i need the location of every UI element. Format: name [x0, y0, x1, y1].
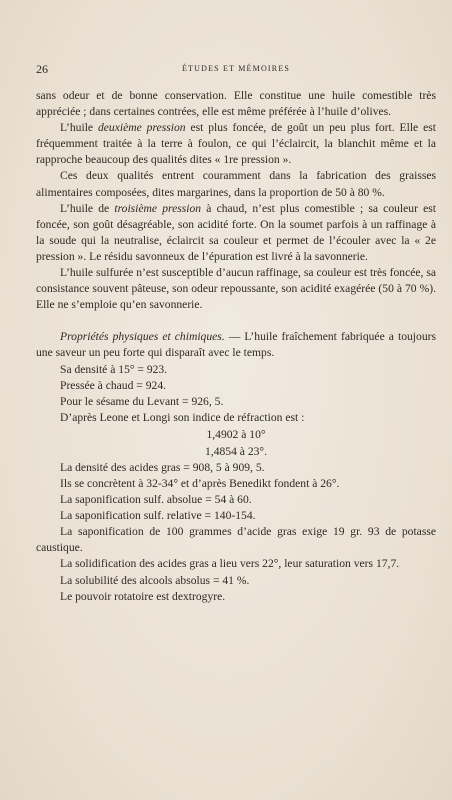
text-run: L’huile	[60, 121, 98, 135]
property-line: La saponification sulf. relative = 140-154.	[60, 509, 256, 523]
refraction-formula	[36, 426, 436, 460]
formula-line: 1,4902 à 10°	[206, 427, 266, 441]
paragraph	[36, 120, 436, 168]
page-body	[36, 88, 436, 605]
property-line: Le pouvoir rotatoire est dextrogyre.	[60, 589, 226, 603]
property-line: Pressée à chaud = 924.	[60, 378, 167, 392]
page-header	[36, 62, 436, 76]
italic-term: troisième pression	[114, 201, 202, 215]
property-line: La densité des acides gras = 908, 5 à 909, 5.	[60, 460, 265, 474]
text-run: est plus foncée, de goût un peu plus fort. Elle est fréquemment traitée à la terre à foulon, ce qui l’éclaircit, la blanchit même et la rapproche beaucoup des qualités dites « 1re pression ».	[36, 121, 436, 167]
property-line: Ils se concrètent à 32-34° et d’après Benedikt fondent à 26°.	[60, 476, 340, 490]
section-gap	[36, 313, 436, 329]
property-line: Pour le sésame du Levant = 926, 5.	[60, 394, 224, 408]
property-line: La solidification des acides gras a lieu vers 22°, leur saturation vers 17,7.	[60, 557, 400, 571]
text-run: L’huile de	[60, 201, 115, 215]
paragraph	[36, 201, 436, 265]
property-line: La solubilité des alcools absolus = 41 %.	[60, 573, 250, 587]
text-run: à chaud, n’est plus comestible ; sa couleur est foncée, son goût désagréable, son acidité forte. On la soumet parfois à un raffinage à la soude qui la neutralise, éclaircit sa couleur et permet de l’écouler avec la « 2e pression ». Le résidu savonneux de l’épuration est livré à la savonnerie.	[36, 201, 436, 263]
section-heading: Propriétés physiques et chimiques.	[60, 330, 225, 344]
property-line: D’après Leone et Longi son indice de réfraction est :	[60, 410, 305, 424]
property-line: La saponification de 100 grammes d’acide gras exige 19 gr. 93 de potasse caustique.	[36, 525, 436, 555]
property-line: Sa densité à 15° = 923.	[60, 362, 168, 376]
running-head: ÉTUDES ET MÉMOIRES	[181, 64, 291, 73]
paragraph: L’huile sulfurée n’est susceptible d’aucun raffinage, sa couleur est très foncée, sa consistance souvent pâteuse, son odeur repoussante, son acidité exagérée (50 à 70 %). Elle ne s’emploie qu’en savonnerie.	[36, 266, 436, 312]
paragraph: sans odeur et de bonne conservation. Elle constitue une huile comestible très appréciée ; dans certaines contrées, elle est même préférée à l’huile d’olives.	[36, 89, 436, 119]
paragraph: Ces deux qualités entrent couramment dans la fabrication des graisses alimentaires composées, dites margarines, dans la proportion de 50 à 80 %.	[36, 169, 436, 199]
section-heading-paragraph	[36, 329, 436, 361]
italic-term: deuxième pression	[97, 121, 186, 135]
formula-line: 1,4854 à 23°.	[205, 444, 267, 458]
page-number: 26	[36, 62, 48, 76]
property-line: La saponification sulf. absolue = 54 à 60.	[60, 493, 252, 507]
text-run: — L’huile fraîchement fabriquée a toujours une saveur un peu forte qui disparaît avec le temps.	[36, 330, 436, 360]
